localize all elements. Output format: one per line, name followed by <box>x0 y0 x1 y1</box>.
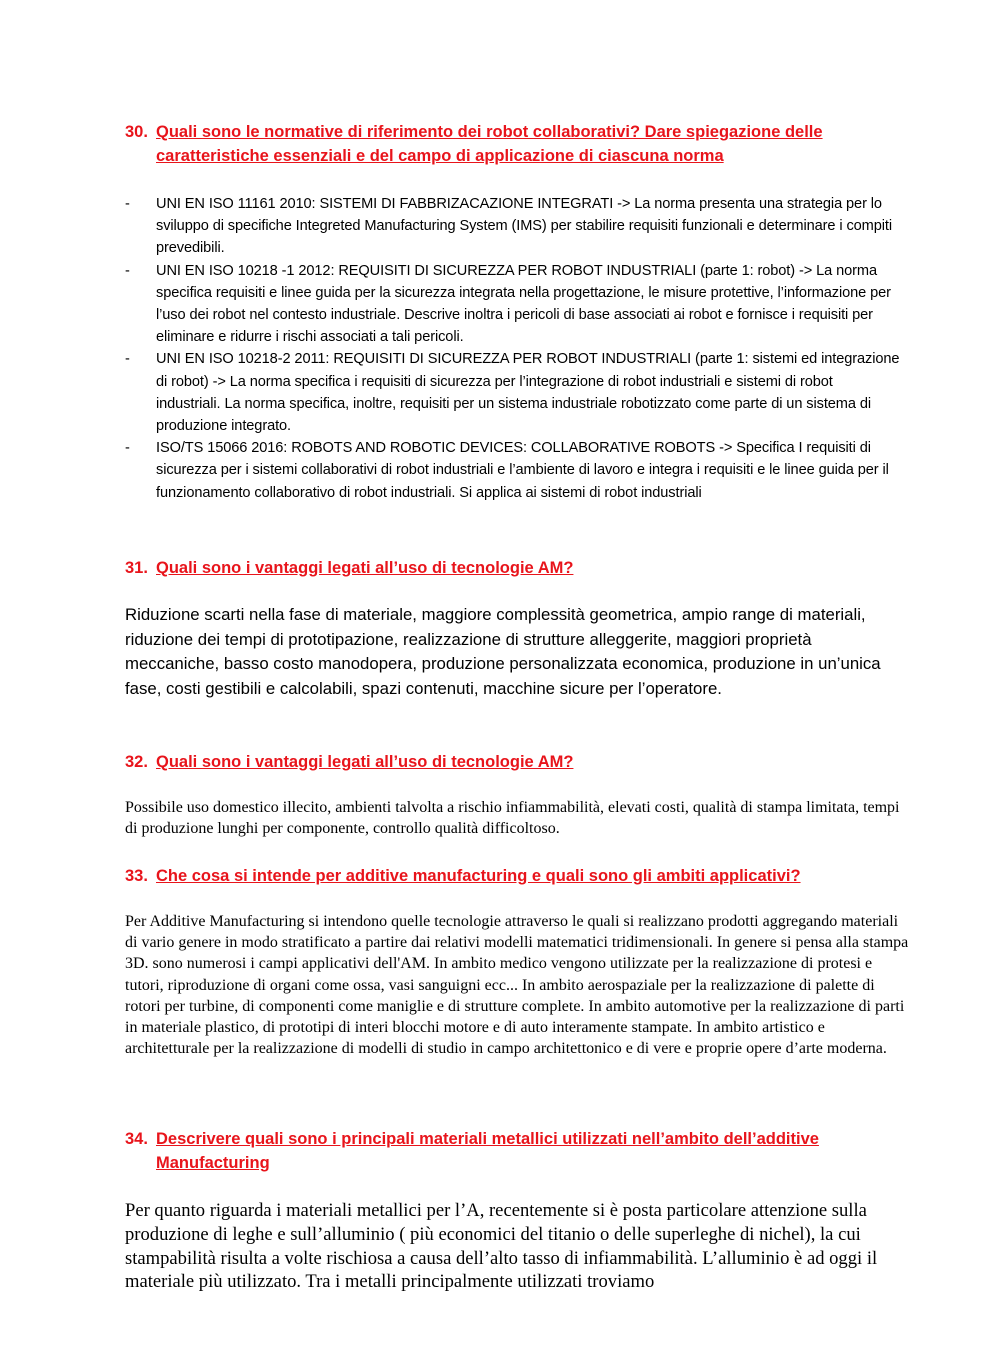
norms-list <box>125 193 900 504</box>
list-item-text: ISO/TS 15066 2016: ROBOTS AND ROBOTIC DEVICES: COLLABORATIVE ROBOTS -> Specifica I requisiti di sicurezza per i sistemi collaborativi di robot industriali e l’ambiente di lavoro e integra i requisiti e le linee guida per il funzionamento collaborativo di robot industriali. Si applica ai sistemi di robot industriali <box>156 440 889 501</box>
question-title: Descrivere quali sono i principali materiali metallici utilizzati nell’ambito dell’additive Manufacturing <box>156 1130 819 1172</box>
answer-32: Possibile uso domestico illecito, ambienti talvolta a rischio infiammabilità, elevati costi, qualità di stampa limitata, tempi di produzione lunghi per componente, controllo qualità difficoltoso. <box>125 799 900 838</box>
question-number: 32. <box>125 753 148 771</box>
bullet-dash: - <box>125 196 130 212</box>
answer-31: Riduzione scarti nella fase di materiale, maggiore complessità geometrica, ampio range di materiali, riduzione dei tempi di prototipazione, realizzazione di strutture alleggerite, maggiori proprietà meccaniche, basso costo manodopera, produzione personalizzata economica, produzione in un’unica fase, costi gestibili e calcolabili, spazi contenuti, macchine sicure per l’operatore. <box>125 605 881 698</box>
list-item <box>125 437 900 504</box>
question-32-heading <box>125 750 885 774</box>
bullet-dash: - <box>125 262 130 279</box>
question-number: 30. <box>125 123 148 141</box>
question-number: 33. <box>125 867 148 885</box>
list-item-text: UNI EN ISO 11161 2010: SISTEMI DI FABBRIZACAZIONE INTEGRATI -> La norma presenta una strategia per lo sviluppo di specifiche Integreted Manufacturing System (IMS) per stabilire requisiti funzionali e determinare i compiti prevedibili. <box>156 196 892 257</box>
list-item-text: UNI EN ISO 10218 -1 2012: REQUISITI DI SICUREZZA PER ROBOT INDUSTRIALI (parte 1: robot) -> La norma specifica requisiti e linee guida per la sicurezza integrata nella progettazione, le misure protettive, l’informazione per l’uso dei robot nel contesto industriale. Descrive inoltra i pericoli di base associati ai robot e fornisce i requisiti per eliminare e ridurre i rischi associati a tali pericoli. <box>156 262 891 346</box>
question-title: Quali sono i vantaggi legati all’uso di tecnologie AM? <box>156 753 574 771</box>
list-item <box>125 193 900 260</box>
question-title: Quali sono le normative di riferimento dei robot collaborativi? Dare spiegazione delle caratteristiche essenziali e del campo di applicazione di ciascuna norma <box>156 123 823 165</box>
question-title: Quali sono i vantaggi legati all’uso di tecnologie AM? <box>156 559 574 577</box>
question-31-heading <box>125 556 885 580</box>
answer-33: Per Additive Manufacturing si intendono quelle tecnologie attraverso le quali si realizzano prodotti aggregando materiali di vario genere in modo stratificato a partire dai relativi modelli matematici tridimensionali. In genere si pensa alla stampa 3D. sono numerosi i campi applicativi dell'AM. In ambito medico vengono utilizzate per la realizzazione di protesi e tutori, riproduzione di organi come ossa, vasi sanguigni ecc... In ambito aerospaziale per la realizzazione di palette di rotori per turbine, di componenti come maniglie e di strutture complete. In ambito automotive per la realizzazione di parti in materiale plastico, di prototipi di interi blocchi motore e di auto interamente stampate. In ambito artistico e architetturale per la realizzazione di modelli di studio in campo architettonico e di vere e proprie opere d’arte moderna. <box>125 913 909 1058</box>
answer-34: Per quanto riguarda i materiali metallici per l’A, recentemente si è posta particolare attenzione sulla produzione di leghe e sull’alluminio ( più economici del titanio o delle superleghe di nichel), la cui stampabilità risulta a volte rischiosa a causa dell’alto tasso di infiammabilità. L’alluminio è ad oggi il materiale più utilizzato. Tra i metalli principalmente utilizzati troviamo <box>125 1200 878 1293</box>
question-number: 34. <box>125 1130 148 1148</box>
question-title: Che cosa si intende per additive manufacturing e quali sono gli ambiti applicativi? <box>156 867 801 885</box>
question-34-heading <box>125 1127 885 1175</box>
list-item <box>125 260 900 349</box>
question-33-heading <box>125 864 885 888</box>
bullet-dash: - <box>125 440 130 457</box>
list-item <box>125 348 900 437</box>
bullet-dash: - <box>125 351 130 368</box>
question-30-heading <box>125 120 885 168</box>
list-item-text: UNI EN ISO 10218-2 2011: REQUISITI DI SICUREZZA PER ROBOT INDUSTRIALI (parte 1: sistemi ed integrazione di robot) -> La norma specifica i requisiti di sicurezza per l’integrazione di robot industriali e sistemi di robot industriali. La norma specifica, inoltre, requisiti per un sistema industriale robotizzato come parte di un sistema di produzione integrato. <box>156 351 900 435</box>
question-number: 31. <box>125 559 148 577</box>
